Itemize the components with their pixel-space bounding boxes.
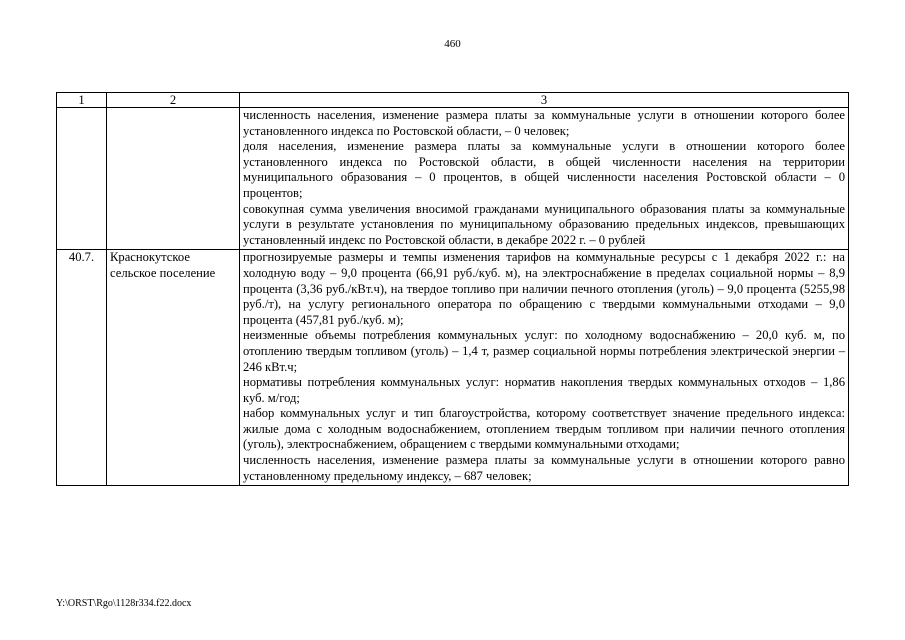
column-header-1: 1 bbox=[57, 93, 107, 108]
content-paragraph: численность населения, изменение размера платы за коммунальные услуги в отношении которого равно установленному предельному индексу, – 687 человек; bbox=[243, 453, 845, 483]
row-number: 40.7. bbox=[57, 250, 107, 486]
column-header-2: 2 bbox=[107, 93, 240, 108]
page-number: 460 bbox=[444, 38, 461, 50]
footer-file-path: Y:\ORST\Rgo\1128r334.f22.docx bbox=[56, 598, 192, 609]
content-paragraph: неизменные объемы потребления коммунальных услуг: по холодному водоснабжению – 20,0 куб. м, по отоплению твердым топливом (уголь) – 1,4 т, размер социальной нормы потребления электрической энергии – 246 кВт.ч; bbox=[243, 328, 845, 374]
content-paragraph: прогнозируемые размеры и темпы изменения тарифов на коммунальные ресурсы с 1 декабря 2022 г.: на холодную воду – 9,0 процента (66,91 руб./куб. м), на электроснабжение в пределах социальной нормы – 8,9 процента (3,36 руб./кВт.ч), на твердое топливо при наличии печного отопления (уголь) – 9,0 процента (5255,98 руб./т), на услугу регионального оператора по обращению с твердыми коммунальными отходами – 9,0 процента (457,81 руб./куб. м); bbox=[243, 250, 845, 327]
content-paragraph: нормативы потребления коммунальных услуг: норматив накопления твердых коммунальных отходов – 1,86 куб. м/год; bbox=[243, 375, 845, 405]
document-table bbox=[56, 92, 849, 486]
table-header-row bbox=[57, 93, 849, 108]
settlement-name bbox=[107, 108, 240, 250]
content-paragraph: совокупная сумма увеличения вносимой гражданами муниципального образования платы за коммунальные услуги в результате установления по муниципальному образованию предельных индексов, превышающих установленный индекс по Ростовской области, в декабре 2022 г. – 0 рублей bbox=[243, 201, 845, 247]
settlement-name: Краснокутское сельское поселение bbox=[107, 250, 240, 486]
row-number bbox=[57, 108, 107, 250]
content-paragraph: набор коммунальных услуг и тип благоустройства, которому соответствует значение предельного индекса: жилые дома с холодным водоснабжением, отоплением твердым топливом при наличии печного отопления (уголь), электроснабжением, обращением с твердыми коммунальными отходами; bbox=[243, 406, 845, 452]
table-row bbox=[57, 108, 849, 250]
content-paragraph: доля населения, изменение размера платы за коммунальные услуги в отношении которого более установленного индекса по Ростовской области, в общей численности населения на территории муниципального образования – 0 процентов, в общей численности населения Ростовской области – 0 процентов; bbox=[243, 139, 845, 200]
row-content bbox=[240, 250, 849, 486]
column-header-3: 3 bbox=[240, 93, 849, 108]
table-row bbox=[57, 250, 849, 486]
content-paragraph: численность населения, изменение размера платы за коммунальные услуги в отношении которого более установленного индекса по Ростовской области, – 0 человек; bbox=[243, 108, 845, 138]
row-content bbox=[240, 108, 849, 250]
